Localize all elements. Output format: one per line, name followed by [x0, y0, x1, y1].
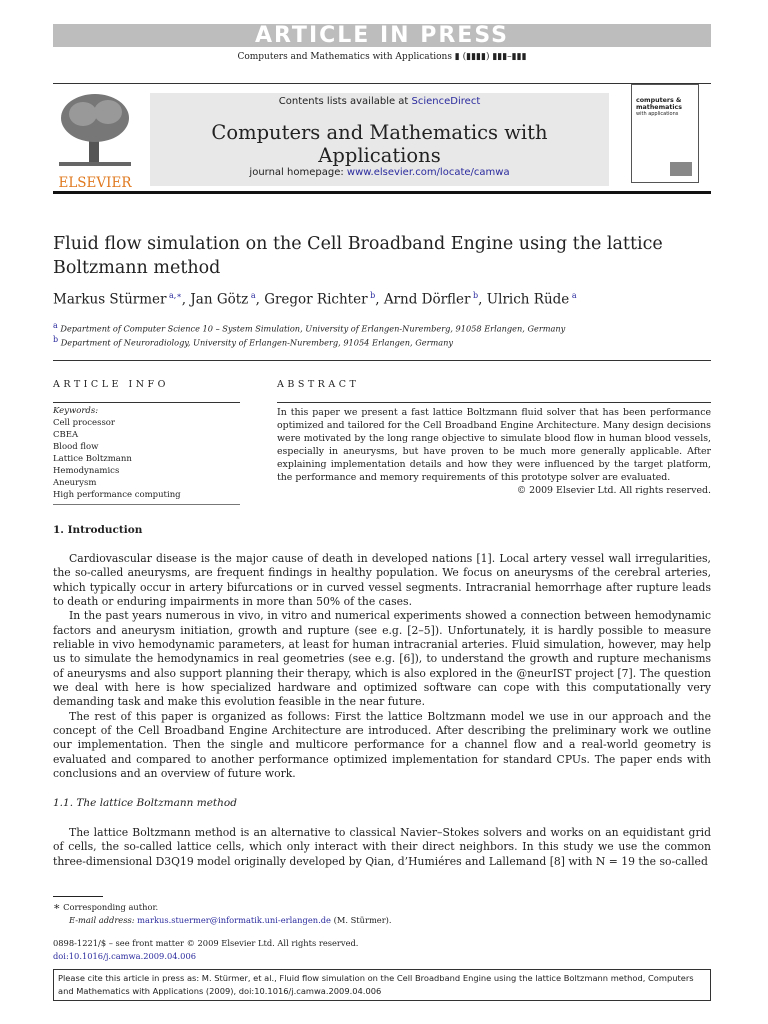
article-info-rule — [53, 402, 240, 403]
affiliation-a: $^a$ Department of Computer Science 10 – System Simulation, University of Erlangen-Nuremberg, 91058 Erlangen, Germany — [53, 321, 566, 334]
author-affiliation-mark[interactable]: a — [248, 291, 256, 300]
elsevier-logo — [53, 90, 137, 191]
subsection-lbm-body: The lattice Boltzmann method is an alternative to classical Navier–Stokes solvers and works on an equidistant grid of cells, the so-called lattice cells, which only interact with their direct neighbors. In this study we use the common three-dimensional D3Q19 model originally developed by Qian, d’Humiéres and Lallemand [8] with N = 19 the so-called — [53, 826, 711, 868]
homepage-link[interactable]: www.elsevier.com/locate/camwa — [346, 167, 510, 178]
intro-paragraph-1: Cardiovascular disease is the major cause of death in developed nations [1]. Local artery vessel wall irregularities, the so-called aneurysms, are frequent findings in healthy population. We focus on aneurysms of the cerebral arteries, which typically occur in artery bifurcations or in curved vessel segments. Intracranial hemorrhage after rupture leads to death or enduring impairments in more than 50% of the cases. — [53, 552, 711, 609]
section-introduction-title: 1. Introduction — [53, 524, 143, 536]
author-separator: , — [478, 291, 487, 308]
publisher-name: ELSEVIER — [58, 175, 132, 191]
cover-emblem — [670, 162, 692, 176]
author-name: Jan Götz — [190, 291, 249, 308]
journal-masthead — [150, 93, 609, 186]
author-affiliation-mark[interactable]: a,∗ — [166, 291, 182, 300]
article-info-heading: ARTICLE INFO — [53, 379, 169, 390]
author-affiliation-mark[interactable]: a — [569, 291, 577, 300]
sciencedirect-link[interactable]: ScienceDirect — [411, 96, 481, 107]
author-affiliation-mark[interactable]: b — [470, 291, 479, 300]
subsection-lbm-title: 1.1. The lattice Boltzmann method — [53, 797, 237, 809]
footnote: ∗ Corresponding author. E-mail address: markus.stuermer@informatik.uni-erlangen.de (M. Stürmer). — [53, 900, 392, 925]
keyword-item: Cell processor — [53, 418, 115, 428]
author-separator: , — [181, 291, 191, 308]
header-rule — [53, 83, 711, 84]
article-in-press-banner: ARTICLE IN PRESS — [53, 24, 711, 47]
keywords-block: Keywords: Cell processor CBEA Blood flow Lattice Boltzmann Hemodynamics Aneurysm High performance computing — [53, 405, 240, 501]
article-title: Fluid flow simulation on the Cell Broadband Engine using the lattice Boltzmann method — [53, 234, 663, 278]
author-name: Arnd Dörfler — [383, 291, 471, 308]
abstract-rule — [277, 402, 711, 403]
keyword-item: Blood flow — [53, 442, 99, 452]
author-separator: , — [255, 291, 265, 308]
journal-cover-thumbnail: computers & mathematics with applications — [631, 84, 699, 183]
homepage-line: journal homepage: www.elsevier.com/locate/camwa — [249, 167, 510, 178]
introduction-body — [53, 552, 711, 782]
keyword-item: Aneurysm — [53, 478, 97, 488]
keyword-item: High performance computing — [53, 490, 181, 500]
keyword-item: Hemodynamics — [53, 466, 120, 476]
author-name: Ulrich Rüde — [486, 291, 570, 308]
masthead-rule — [53, 191, 711, 194]
author-affiliation-mark[interactable]: b — [367, 291, 376, 300]
author-list — [53, 291, 577, 308]
author-name: Markus Stürmer — [53, 291, 167, 308]
keyword-item: CBEA — [53, 430, 79, 440]
keyword-item: Lattice Boltzmann — [53, 454, 132, 464]
affiliation-b: $^b$ Department of Neuroradiology, University of Erlangen-Nuremberg, 91054 Erlangen, Germany — [53, 335, 454, 348]
email-link[interactable]: markus.stuermer@informatik.uni-erlangen.de — [137, 915, 331, 925]
abstract-heading: ABSTRACT — [277, 379, 360, 390]
author-name: Gregor Richter — [264, 291, 368, 308]
doi-link[interactable]: doi:10.1016/j.camwa.2009.04.006 — [53, 950, 196, 961]
author-separator: , — [375, 291, 384, 308]
citation-box: Please cite this article in press as: M. Stürmer, et al., Fluid flow simulation on the Cell Broadband Engine using the lattice Boltzmann method, Computers and Mathematics with Applications (2009), doi:10.1016/j.camwa.2009.04.006 — [53, 969, 711, 1001]
front-rule — [53, 360, 711, 361]
journal-title: Computers and Mathematics with Applications — [211, 121, 548, 167]
intro-paragraph-2: In the past years numerous in vivo, in vitro and numerical experiments showed a connection between hemodynamic factors and aneurysm initiation, growth and rupture (see e.g. [2–5]). Unfortunately, it is hardly possible to measure reliable in vivo hemodynamic parameters, at least for human intracranial arteries. Fluid simulation, however, may help us to simulate the hemodynamics in real geometries (see e.g. [6]), to understand the growth and rupture mechanisms of aneurysms and also support planning their therapy, which is also explored in the @neurIST project [7]. The question we deal with here is how specialized hardware and optimized software can cope with this computationally very demanding task and make this evolution feasible in the near future. — [53, 609, 711, 709]
abstract-text: In this paper we present a fast lattice Boltzmann fluid solver that has been performance optimized and tailored for the Cell Broadband Engine Architecture. Many design decisions were motivated by the long range objective to simulate blood flow in human blood vessels, especially in aneurysms, but have proven to be much more generally applicable. After explaining implementation details and how they were influenced by the target platform, the performance and memory requirements of this prototype solver are evaluated. © 2009 Elsevier Ltd. All rights reserved. — [277, 407, 711, 496]
contents-line: Contents lists available at ScienceDirect — [278, 96, 481, 107]
running-head: Computers and Mathematics with Applications ▮ (▮▮▮▮) ▮▮▮–▮▮▮ — [237, 52, 527, 62]
footnote-rule — [53, 896, 103, 897]
issn-block: 0898-1221/$ – see front matter © 2009 Elsevier Ltd. All rights reserved. doi:10.1016/j.camwa.2009.04.006 — [53, 938, 359, 961]
intro-paragraph-3: The rest of this paper is organized as follows: First the lattice Boltzmann model we use in our approach and the concept of the Cell Broadband Engine Architecture are introduced. After describing the preliminary work we outline our implementation. Then the single and multicore performance for a channel flow and a real-world geometry is evaluated and compared to another performance optimized implementation for standard CPUs. The paper ends with conclusions and an overview of future work. — [53, 709, 711, 781]
keywords-bottom-rule — [53, 504, 240, 505]
copyright-line: © 2009 Elsevier Ltd. All rights reserved. — [516, 485, 711, 496]
